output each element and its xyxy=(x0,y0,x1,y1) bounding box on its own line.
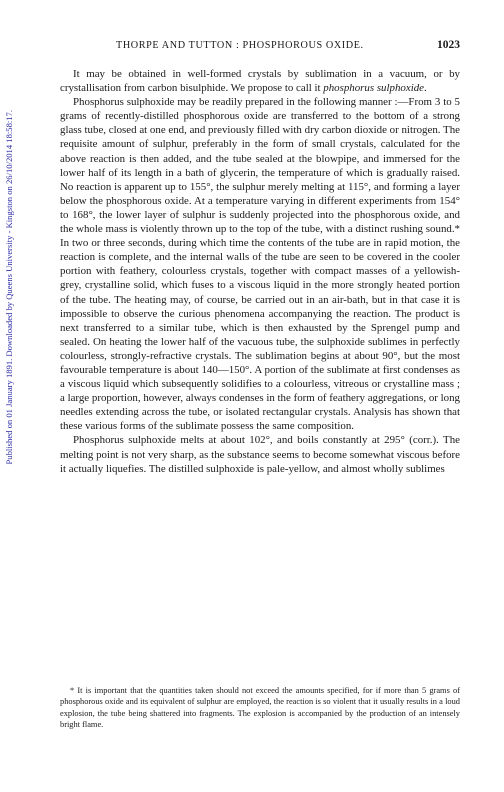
paragraph-1-italic-term: phosphorus sulphoxide xyxy=(323,82,425,95)
body-text xyxy=(60,67,460,476)
footnotes xyxy=(60,685,460,730)
paragraph-1-text: It may be obtained in well-formed crystals by sublimation in a vacuum, or by crystallisation from carbon bisulphide. We propose to call it xyxy=(60,68,460,95)
paragraph-3: Phosphorus sulphoxide melts at about 102°, and boils constantly at 295° (corr.). The melting point is not very sharp, as the substance seems to become somewhat viscous before it actually liquefies. The distilled sulphoxide is pale-yellow, and almost wholly sublimes xyxy=(60,434,460,475)
download-watermark-text: Published on 01 January 1891. Downloaded by Queens University - Kingston on 26/10/2014 18:58:17. xyxy=(4,109,14,465)
footnote: * It is important that the quantities taken should not exceed the amounts specified, for if more than 5 grams of phosphorous oxide and its equivalent of sulphur are employed, the reaction is so violent that it usually results in a loud explosion, the tube being shattered into fragments. The explosion is accompanied by the production of an intensely bright flame. xyxy=(60,686,460,729)
paragraph-1 xyxy=(60,67,460,95)
page-number: 1023 xyxy=(437,39,460,51)
paragraph-1-end: . xyxy=(424,82,427,95)
download-watermark xyxy=(2,52,16,522)
running-head: THORPE AND TUTTON : PHOSPHOROUS OXIDE. xyxy=(116,40,364,51)
page-header xyxy=(60,40,460,54)
paragraph-2: Phosphorus sulphoxide may be readily prepared in the following manner :—From 3 to 5 grams of recently-distilled phosphorous oxide are transferred to the bottom of a strong glass tube, closed at one end, and previously filled with dry carbon dioxide or nitrogen. The requisite amount of sulphur, preferably in the form of small crystals, calculated for the above reaction is then added, and the tube sealed at the blowpipe, and immersed for the lower half of its length in a bath of glycerin, the temperature of which is gradually raised. No reaction is apparent up to 155°, the sulphur merely melting at 115°, and forming a layer below the phosphorous oxide. At a temperature varying in different experiments from 154° to 168°, the lower layer of sulphur is suddenly projected into the phosphorous oxide, and the whole mass is violently thrown up to the top of the tube, with a distinct rushing sound.* In two or three seconds, during which time the contents of the tube are in rapid motion, the reaction is complete, and the internal walls of the tube are seen to be covered in the cooler portion with feathery, colourless crystals, together with compact masses of a yellowish-grey, crystalline solid, which fuses to a viscous liquid in the more strongly heated portion of the tube. The heating may, of course, be carried out in an air-bath, but in that case it is impossible to observe the curious phenomena accompanying the reaction. The product is next transferred to a similar tube, which is then exhausted by the Sprengel pump and sealed. On heating the lower half of the vacuous tube, the sulphoxide sublimes in perfectly colourless, strongly-refractive crystals. The sublimation begins at about 90°, but the most favourable temperature is about 140—150°. A portion of the sublimate at first condenses as a viscous liquid which subsequently solidifies to a colourless, vitreous or crystalline mass ; a large proportion, however, always condenses in the form of feathery aggregations, or long needles extending across the tube, or isolated rectangular crystals. Analysis has shown that these various forms of the sublimate possess the same composition. xyxy=(60,96,460,433)
